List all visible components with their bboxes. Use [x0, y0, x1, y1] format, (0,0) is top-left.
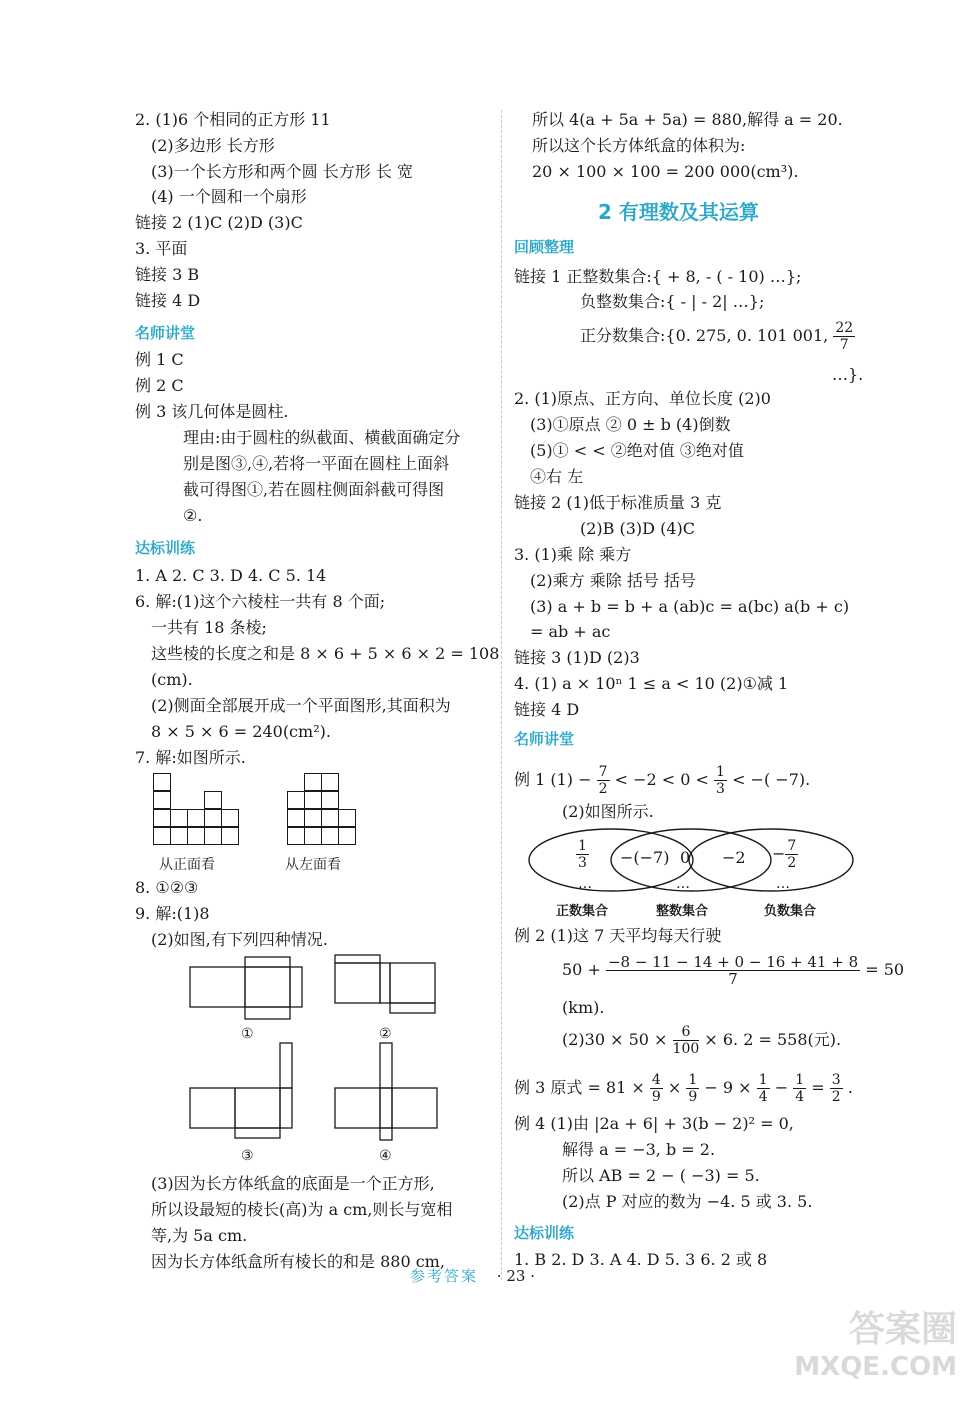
- venn-label: 整数集合: [656, 904, 709, 919]
- example-3-line: 例 3 原式 = 81 × $\frac{4}{9}$ × $\frac{1}{9}$ − 9 × $\frac{1}{4}$ − $\frac{1}{4}$ = $\frac{3}{2}$ .: [514, 1072, 853, 1105]
- answer-line: 2. (1)6 个相同的正方形 11: [135, 110, 331, 129]
- answer-line: (km).: [562, 998, 605, 1017]
- venn-label: 负数集合: [764, 904, 817, 919]
- answer-line: 链接 4 D: [514, 700, 580, 719]
- venn-item: −(−7): [620, 848, 670, 867]
- answer-line: (2)如图所示.: [562, 802, 654, 821]
- answer-line: (3)一个长方形和两个圆 长方形 长 宽: [151, 162, 413, 181]
- venn-dots: …: [676, 876, 690, 892]
- chapter-title: 2 有理数及其运算: [598, 200, 759, 224]
- example-2-part2: (2)30 × 50 × $\frac{6}{100}$ × 6. 2 = 558(元).: [562, 1024, 842, 1057]
- answer-line: = ab + ac: [530, 622, 611, 641]
- positive-fraction-set: 正分数集合:{0. 275, 0. 101 001,: [580, 326, 829, 345]
- answer-line: 所以这个长方体纸盒的体积为:: [532, 136, 746, 155]
- answer-line: 8 × 5 × 6 = 240(cm²).: [151, 722, 331, 741]
- figure-label: ④: [379, 1148, 392, 1164]
- page-number: · 23 ·: [496, 1267, 535, 1285]
- answer-line: (cm).: [151, 670, 193, 689]
- answer-line: ②.: [183, 506, 203, 525]
- answer-line: (3)因为长方体纸盒的底面是一个正方形,: [151, 1174, 435, 1193]
- venn-positive: $\frac{1}{3}$: [578, 838, 587, 871]
- answer-line: 这些棱的长度之和是 8 × 6 + 5 × 6 × 2 = 108: [151, 644, 500, 663]
- answer-line: 链接 2 (1)低于标准质量 3 克: [514, 493, 722, 512]
- answer-line: 链接 2 (1)C (2)D (3)C: [135, 213, 303, 232]
- answer-line: 链接 3 B: [135, 265, 200, 284]
- answer-line: 例 1 C: [135, 350, 184, 369]
- answer-line: [580, 320, 855, 353]
- answer-line: 20 × 100 × 100 = 200 000(cm³).: [532, 162, 799, 181]
- footer-label: 参考答案: [410, 1267, 479, 1285]
- answer-line: 1. A 2. C 3. D 4. C 5. 14: [135, 566, 327, 585]
- answer-line: 别是图③,④,若将一平面在圆柱上面斜: [183, 454, 450, 473]
- venn-item: 0: [680, 848, 691, 867]
- answer-line: (2)侧面全部展开成一个平面图形,其面积为: [151, 696, 451, 715]
- answer-line: …}.: [832, 365, 864, 384]
- fraction: $\frac{22}{7}$: [835, 320, 854, 353]
- net-figures: [185, 953, 445, 1163]
- answer-line: 2. (1)原点、正方向、单位长度 (2)0: [514, 389, 771, 408]
- answer-line: (3)①原点 ② 0 ± b (4)倒数: [530, 415, 731, 434]
- answer-line: 例 4 (1)由 |2a + 6| + 3(b − 2)² = 0,: [514, 1114, 794, 1133]
- answer-line: 链接 4 D: [135, 291, 201, 310]
- answer-line: 一共有 18 条棱;: [151, 618, 267, 637]
- answer-line: (5)① < < ②绝对值 ③绝对值: [530, 441, 744, 460]
- answer-line: (2)B (3)D (4)C: [580, 519, 695, 538]
- answer-line: 3. (1)乘 除 乘方: [514, 545, 632, 564]
- front-view-bottom: [153, 773, 243, 853]
- answer-line: 解得 a = −3, b = 2.: [562, 1140, 716, 1159]
- answer-line: 链接 3 (1)D (2)3: [514, 648, 640, 667]
- answer-line: 理由:由于圆柱的纵截面、横截面确定分: [183, 428, 461, 447]
- answer-line: 9. 解:(1)8: [135, 904, 210, 923]
- answer-line: 因为长方体纸盒所有棱长的和是 880 cm,: [151, 1252, 445, 1271]
- venn-negative: − $\frac{7}{2}$: [772, 838, 797, 871]
- answer-line: 所以 4(a + 5a + 5a) = 880,解得 a = 20.: [532, 110, 843, 129]
- venn-dots: …: [578, 876, 592, 892]
- section-heading: 达标训练: [514, 1224, 575, 1242]
- answer-line: 截可得图①,若在圆柱侧面斜截可得图: [183, 480, 445, 499]
- answer-line: (3) a + b = b + a (ab)c = a(bc) a(b + c): [530, 597, 850, 616]
- answer-line: 所以设最短的棱长(高)为 a cm,则长与宽相: [151, 1200, 453, 1219]
- venn-item: −2: [722, 848, 746, 867]
- answer-line: (2)点 P 对应的数为 −4. 5 或 3. 5.: [562, 1192, 813, 1211]
- figure-label: ②: [379, 1026, 392, 1042]
- figure-label: ③: [241, 1148, 254, 1164]
- answer-line: (2)乘方 乘除 括号 括号: [530, 571, 696, 590]
- answer-line: 例 3 该几何体是圆柱.: [135, 402, 289, 421]
- watermark-top: 答案圈: [848, 1309, 957, 1350]
- figure-label: ①: [241, 1026, 254, 1042]
- answer-line: (2)如图,有下列四种情况.: [151, 930, 328, 949]
- front-view-caption: 从正面看: [159, 857, 215, 873]
- example-1-line: 例 1 (1) − $\frac{7}{2}$ < −2 < 0 < $\frac{1}{3}$ < −( −7).: [514, 764, 811, 797]
- answer-line: 例 2 C: [135, 376, 184, 395]
- answer-line: 6. 解:(1)这个六棱柱一共有 8 个面;: [135, 592, 386, 611]
- watermark: [794, 1301, 957, 1382]
- answer-line: 1. B 2. D 3. A 4. D 5. 3 6. 2 或 8: [514, 1250, 768, 1269]
- answer-line: ④右 左: [530, 467, 584, 486]
- answer-line: 负整数集合:{ - | - 2| …};: [580, 292, 765, 311]
- section-heading: 回顾整理: [514, 238, 575, 256]
- section-heading: 名师讲堂: [514, 730, 575, 748]
- left-view-figure: [287, 773, 357, 853]
- left-view-caption: 从左面看: [285, 857, 341, 873]
- watermark-bottom: MXQE.COM: [794, 1352, 957, 1382]
- section-heading: 达标训练: [135, 539, 196, 557]
- page-footer: [410, 1265, 535, 1286]
- answer-line: 3. 平面: [135, 239, 188, 258]
- answer-line: 链接 1 正整数集合:{ + 8, - ( - 10) …};: [514, 267, 802, 286]
- answer-line: (2)多边形 长方形: [151, 136, 275, 155]
- column-divider: [501, 110, 502, 1280]
- answer-line: 等,为 5a cm.: [151, 1226, 248, 1245]
- venn-dots: …: [776, 876, 790, 892]
- answer-line: 4. (1) a × 10ⁿ 1 ≤ a < 10 (2)①减 1: [514, 674, 789, 693]
- section-heading: 名师讲堂: [135, 324, 196, 342]
- answer-line: 7. 解:如图所示.: [135, 748, 246, 767]
- venn-label: 正数集合: [556, 904, 609, 919]
- answer-line: 8. ①②③: [135, 878, 199, 897]
- example-2-formula: 50 + $\frac{-8 - 11 - 14 + 0 - 16 + 41 + 8}{7}$ = 50: [562, 953, 905, 988]
- answer-line: (4) 一个圆和一个扇形: [151, 187, 307, 206]
- answer-line: 所以 AB = 2 − ( −3) = 5.: [562, 1166, 760, 1185]
- answer-line: 例 2 (1)这 7 天平均每天行驶: [514, 926, 722, 945]
